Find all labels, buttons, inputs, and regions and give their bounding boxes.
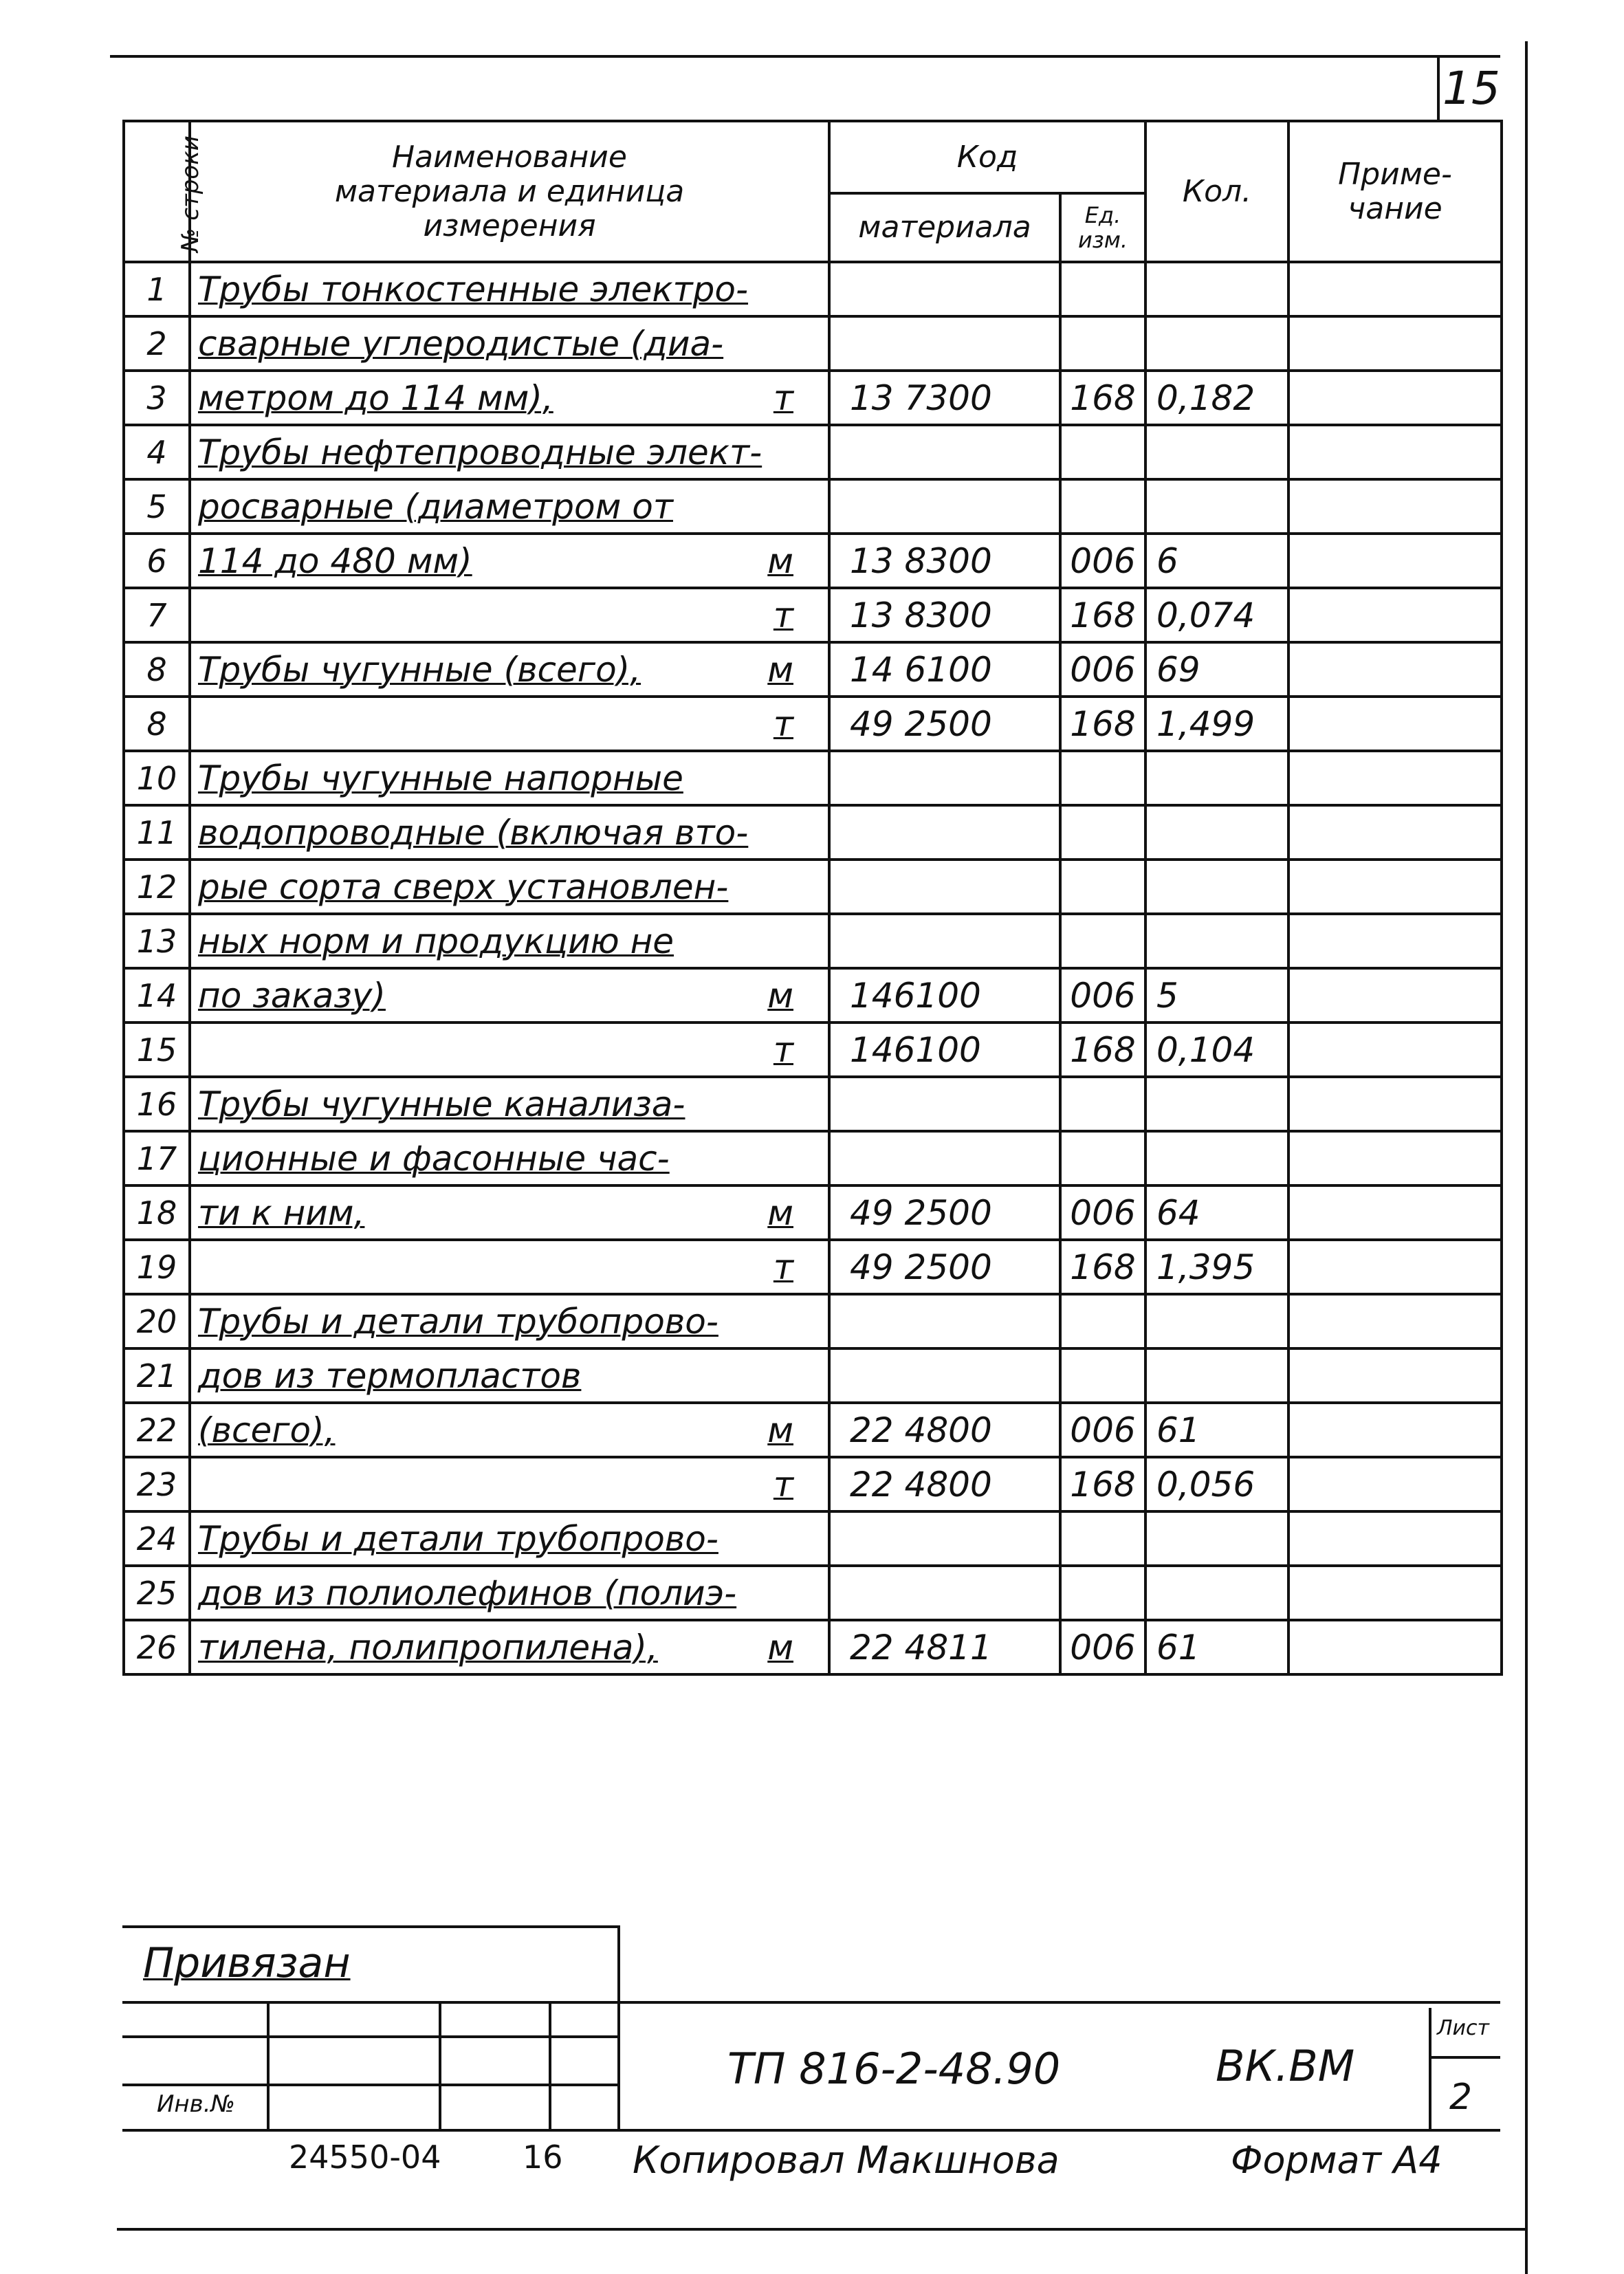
material-code: 49 2500: [829, 1185, 1060, 1240]
material-code: [829, 1348, 1060, 1403]
material-code: 49 2500: [829, 697, 1060, 751]
note: [1288, 642, 1502, 697]
material-name: Трубы чугунные (всего),: [198, 649, 641, 690]
material-name-cell: [190, 1403, 829, 1457]
unit-code: [1060, 914, 1145, 968]
material-name: ных норм и продукцию не: [198, 921, 674, 961]
right-border-line: [1525, 41, 1528, 2274]
material-name: ти к ним,: [198, 1192, 365, 1233]
table-row: [124, 1620, 1502, 1674]
table-row: [124, 588, 1502, 642]
quantity: 1,395: [1145, 1240, 1288, 1294]
material-code: 22 4811: [829, 1620, 1060, 1674]
quantity: [1145, 1566, 1288, 1620]
row-number: 10: [124, 751, 190, 805]
table-row: [124, 262, 1502, 316]
unit-code: 006: [1060, 1620, 1145, 1674]
material-code: [829, 914, 1060, 968]
material-name: по заказу): [198, 975, 386, 1016]
material-name-cell: [190, 1620, 829, 1674]
document-section: ВК.ВМ: [1216, 2041, 1355, 2091]
material-code: [829, 805, 1060, 860]
unit-of-measure: т: [773, 378, 793, 418]
note: [1288, 1185, 1502, 1240]
unit-code: [1060, 425, 1145, 479]
row-number: 22: [124, 1403, 190, 1457]
row-number: 13: [124, 914, 190, 968]
row-number: 8: [124, 642, 190, 697]
material-name: тилена, полипропилена),: [198, 1627, 658, 1668]
quantity: [1145, 1511, 1288, 1566]
quantity: 0,056: [1145, 1457, 1288, 1511]
row-number: 4: [124, 425, 190, 479]
row-number: 25: [124, 1566, 190, 1620]
material-name: ционные и фасонные час-: [198, 1138, 670, 1179]
row-number: 1: [124, 262, 190, 316]
material-name-cell: [190, 968, 829, 1023]
stamp-col-line-3: [549, 2001, 551, 2132]
material-name: Трубы чугунные канализа-: [198, 1084, 685, 1124]
unit-code: 006: [1060, 1185, 1145, 1240]
unit-of-measure: м: [767, 1410, 793, 1450]
material-name: Трубы тонкостенные электро-: [198, 269, 749, 309]
note: [1288, 1511, 1502, 1566]
stamp-sheet-divider: [1429, 2056, 1500, 2059]
note: [1288, 479, 1502, 534]
table-row: [124, 316, 1502, 371]
table-row: [124, 642, 1502, 697]
table-row: [124, 968, 1502, 1023]
table-row: [124, 1511, 1502, 1566]
row-number: 11: [124, 805, 190, 860]
unit-code: 006: [1060, 534, 1145, 588]
material-name-cell: [190, 534, 829, 588]
unit-code: [1060, 860, 1145, 914]
table-row: [124, 1185, 1502, 1240]
material-code: [829, 1131, 1060, 1185]
row-number: 16: [124, 1077, 190, 1131]
material-code: [829, 751, 1060, 805]
unit-of-measure: т: [773, 703, 793, 744]
bottom-border-line: [117, 2228, 1525, 2231]
note: [1288, 1240, 1502, 1294]
note: [1288, 316, 1502, 371]
table-row: [124, 1566, 1502, 1620]
header-code: Код: [829, 121, 1145, 193]
unit-of-measure: м: [767, 540, 793, 581]
note: [1288, 588, 1502, 642]
material-name: Трубы и детали трубопрово-: [198, 1301, 718, 1342]
stamp-title: Привязан: [143, 1939, 351, 1987]
note: [1288, 914, 1502, 968]
unit-code: [1060, 479, 1145, 534]
material-code: 13 7300: [829, 371, 1060, 425]
material-name-cell: [190, 479, 829, 534]
material-code: [829, 1566, 1060, 1620]
material-name: (всего),: [198, 1410, 336, 1450]
note: [1288, 1457, 1502, 1511]
quantity: [1145, 262, 1288, 316]
material-name-cell: [190, 1348, 829, 1403]
note: [1288, 425, 1502, 479]
row-number: 12: [124, 860, 190, 914]
order-number: 24550-04: [289, 2139, 441, 2176]
unit-code: [1060, 316, 1145, 371]
unit-code: 168: [1060, 697, 1145, 751]
unit-code: [1060, 1566, 1145, 1620]
table-row: [124, 534, 1502, 588]
quantity: 64: [1145, 1185, 1288, 1240]
order-part: 16: [523, 2139, 563, 2176]
quantity: 6: [1145, 534, 1288, 588]
material-name: Трубы нефтепроводные элект-: [198, 432, 762, 472]
unit-code: [1060, 262, 1145, 316]
note: [1288, 697, 1502, 751]
material-name-cell: [190, 371, 829, 425]
material-name-cell: [190, 1240, 829, 1294]
top-border-line: [110, 55, 1500, 58]
table-header: [124, 121, 1502, 262]
row-number: 7: [124, 588, 190, 642]
stamp-bottom-line: [122, 2129, 1500, 2132]
material-name: 114 до 480 мм): [198, 540, 472, 581]
note: [1288, 1023, 1502, 1077]
page-number: 15: [1437, 56, 1503, 122]
material-code: [829, 1294, 1060, 1348]
row-number: 24: [124, 1511, 190, 1566]
note: [1288, 262, 1502, 316]
unit-code: [1060, 805, 1145, 860]
material-name-cell: [190, 1023, 829, 1077]
quantity: [1145, 1077, 1288, 1131]
material-code: 146100: [829, 968, 1060, 1023]
material-name-cell: [190, 425, 829, 479]
unit-code: [1060, 1511, 1145, 1566]
table-row: [124, 1240, 1502, 1294]
unit-code: 168: [1060, 371, 1145, 425]
material-code: [829, 860, 1060, 914]
stamp-col-line-1: [267, 2001, 270, 2132]
row-number: 5: [124, 479, 190, 534]
unit-code: [1060, 1077, 1145, 1131]
row-number: 23: [124, 1457, 190, 1511]
material-name-cell: [190, 642, 829, 697]
unit-of-measure: м: [767, 1627, 793, 1668]
quantity: 61: [1145, 1620, 1288, 1674]
unit-of-measure: т: [773, 1464, 793, 1505]
material-name-cell: [190, 1077, 829, 1131]
row-number: 2: [124, 316, 190, 371]
table-row: [124, 751, 1502, 805]
row-number: 8: [124, 697, 190, 751]
unit-code: 006: [1060, 1403, 1145, 1457]
table-row: [124, 860, 1502, 914]
note: [1288, 1620, 1502, 1674]
material-name: Трубы и детали трубопрово-: [198, 1518, 718, 1559]
material-name: Трубы чугунные напорные: [198, 758, 683, 798]
unit-code: [1060, 1294, 1145, 1348]
row-number: 26: [124, 1620, 190, 1674]
unit-of-measure: м: [767, 1192, 793, 1233]
note: [1288, 1294, 1502, 1348]
material-name-cell: [190, 1511, 829, 1566]
material-code: [829, 425, 1060, 479]
paper-format: Формат А4: [1231, 2139, 1442, 2182]
material-name: дов из термопластов: [198, 1355, 582, 1396]
document-code: ТП 816-2-48.90: [727, 2044, 1061, 2094]
quantity: 1,499: [1145, 697, 1288, 751]
material-code: [829, 262, 1060, 316]
quantity: 0,182: [1145, 371, 1288, 425]
header-name: Наименование материала и единица измерения: [190, 121, 829, 262]
note: [1288, 1131, 1502, 1185]
material-name: водопроводные (включая вто-: [198, 812, 749, 853]
note: [1288, 751, 1502, 805]
row-number: 18: [124, 1185, 190, 1240]
quantity: [1145, 425, 1288, 479]
copied-by: Копировал Макшнова: [633, 2139, 1060, 2182]
note: [1288, 1566, 1502, 1620]
unit-code: 168: [1060, 1457, 1145, 1511]
stamp-sheet-line: [1429, 2008, 1431, 2132]
material-name: дов из полиолефинов (полиэ-: [198, 1573, 737, 1613]
unit-code: 168: [1060, 1023, 1145, 1077]
material-code: 14 6100: [829, 642, 1060, 697]
material-name: метром до 114 мм),: [198, 378, 553, 418]
quantity: [1145, 860, 1288, 914]
quantity: [1145, 1348, 1288, 1403]
material-name-cell: [190, 805, 829, 860]
quantity: [1145, 479, 1288, 534]
material-name-cell: [190, 1566, 829, 1620]
table-row: [124, 479, 1502, 534]
table-row: [124, 425, 1502, 479]
header-quantity: Кол.: [1145, 121, 1288, 262]
quantity: 61: [1145, 1403, 1288, 1457]
note: [1288, 968, 1502, 1023]
unit-code: 168: [1060, 588, 1145, 642]
material-name-cell: [190, 1185, 829, 1240]
note: [1288, 860, 1502, 914]
row-number: 20: [124, 1294, 190, 1348]
table-row: [124, 1348, 1502, 1403]
sheet-value: 2: [1449, 2077, 1473, 2118]
stamp-row-line-3: [122, 2084, 617, 2086]
quantity: 0,104: [1145, 1023, 1288, 1077]
material-name-cell: [190, 316, 829, 371]
material-name-cell: [190, 914, 829, 968]
stamp-top-line: [122, 1925, 617, 1928]
material-code: 13 8300: [829, 588, 1060, 642]
quantity: 0,074: [1145, 588, 1288, 642]
table-row: [124, 1457, 1502, 1511]
unit-of-measure: м: [767, 975, 793, 1016]
quantity: [1145, 805, 1288, 860]
material-name-cell: [190, 1457, 829, 1511]
table-row: [124, 1023, 1502, 1077]
material-name-cell: [190, 588, 829, 642]
inventory-label: Инв.№: [157, 2090, 235, 2118]
note: [1288, 1403, 1502, 1457]
material-code: [829, 316, 1060, 371]
note: [1288, 1348, 1502, 1403]
material-name-cell: [190, 1294, 829, 1348]
unit-of-measure: т: [773, 1029, 793, 1070]
stamp-row-line-2: [122, 2035, 617, 2038]
row-number: 21: [124, 1348, 190, 1403]
material-code: [829, 1511, 1060, 1566]
quantity: [1145, 1131, 1288, 1185]
material-code: 146100: [829, 1023, 1060, 1077]
material-name-cell: [190, 751, 829, 805]
quantity: [1145, 1294, 1288, 1348]
stamp-col-line-2: [439, 2001, 441, 2132]
material-name-cell: [190, 860, 829, 914]
material-code: [829, 479, 1060, 534]
unit-of-measure: т: [773, 1247, 793, 1287]
row-number: 17: [124, 1131, 190, 1185]
table-row: [124, 805, 1502, 860]
note: [1288, 1077, 1502, 1131]
unit-code: 006: [1060, 642, 1145, 697]
unit-of-measure: т: [773, 595, 793, 635]
quantity: [1145, 914, 1288, 968]
material-name: росварные (диаметром от: [198, 486, 673, 527]
specification-table: [122, 120, 1503, 1676]
quantity: 5: [1145, 968, 1288, 1023]
unit-code: [1060, 1348, 1145, 1403]
table-row: [124, 914, 1502, 968]
material-code: 22 4800: [829, 1457, 1060, 1511]
table-row: [124, 1077, 1502, 1131]
material-code: 49 2500: [829, 1240, 1060, 1294]
table-row: [124, 697, 1502, 751]
note: [1288, 371, 1502, 425]
header-row-number: № строки: [124, 121, 190, 262]
header-note: Приме- чание: [1288, 121, 1502, 262]
quantity: [1145, 751, 1288, 805]
table-row: [124, 1294, 1502, 1348]
material-code: 13 8300: [829, 534, 1060, 588]
quantity: 69: [1145, 642, 1288, 697]
material-code: 22 4800: [829, 1403, 1060, 1457]
table-row: [124, 1403, 1502, 1457]
row-number: 14: [124, 968, 190, 1023]
material-code: [829, 1077, 1060, 1131]
sheet-label: Лист: [1437, 2016, 1490, 2040]
note: [1288, 805, 1502, 860]
quantity: [1145, 316, 1288, 371]
table-row: [124, 371, 1502, 425]
unit-code: 006: [1060, 968, 1145, 1023]
row-number: 15: [124, 1023, 190, 1077]
stamp-right-line: [617, 1925, 620, 2132]
material-name: сварные углеродистые (диа-: [198, 323, 724, 364]
unit-of-measure: м: [767, 649, 793, 690]
material-name-cell: [190, 262, 829, 316]
material-name-cell: [190, 697, 829, 751]
unit-code: 168: [1060, 1240, 1145, 1294]
note: [1288, 534, 1502, 588]
row-number: 3: [124, 371, 190, 425]
table-body: [124, 262, 1502, 1674]
unit-code: [1060, 1131, 1145, 1185]
row-number: 6: [124, 534, 190, 588]
header-code-material: материала: [829, 193, 1060, 262]
material-name-cell: [190, 1131, 829, 1185]
stamp-row-line-1: [122, 2001, 1500, 2004]
material-name: рые сорта сверх установлен-: [198, 866, 729, 907]
table-row: [124, 1131, 1502, 1185]
row-number: 19: [124, 1240, 190, 1294]
title-block: [122, 1925, 1500, 2132]
unit-code: [1060, 751, 1145, 805]
header-code-unit: Ед. изм.: [1060, 193, 1145, 262]
